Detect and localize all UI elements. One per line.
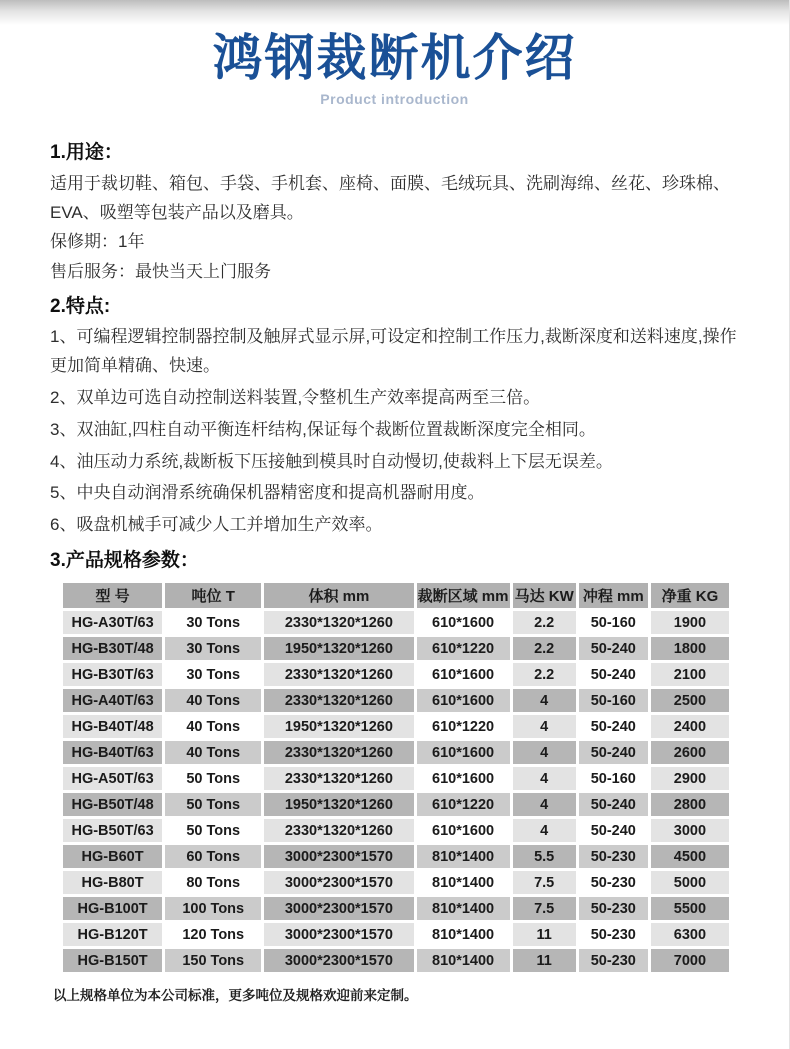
spec-cell: 30 Tons [165,637,261,660]
spec-cell: 40 Tons [165,741,261,764]
spec-cell: HG-B30T/63 [63,663,162,686]
spec-cell: 30 Tons [165,611,261,634]
spec-cell: 40 Tons [165,689,261,712]
feature-item: 4、油压动力系统,裁断板下压接触到模具时自动慢切,使裁料上下层无误差。 [50,451,613,471]
spec-cell: 4500 [651,845,729,868]
spec-cell: 3000*2300*1570 [264,845,413,868]
spec-cell: 3000*2300*1570 [264,923,413,946]
spec-cell: 11 [513,923,576,946]
spec-column-header: 净重 KG [651,583,729,608]
spec-cell: HG-A40T/63 [63,689,162,712]
spec-cell: 50-160 [579,611,648,634]
feature-item: 2、双单边可选自动控制送料装置,令整机生产效率提高两至三倍。 [50,387,541,407]
spec-cell: HG-A30T/63 [63,611,162,634]
spec-row [63,637,729,660]
feature-item: 1、可编程逻辑控制器控制及触屏式显示屏,可设定和控制工作压力,裁断深度和送料速度,操作更加简单精确、快速。 [50,326,737,375]
spec-cell: HG-B30T/48 [63,637,162,660]
spec-cell: 810*1400 [417,871,510,894]
spec-cell: 50-240 [579,819,648,842]
spec-row [63,845,729,868]
spec-cell: 50-240 [579,663,648,686]
spec-cell: 4 [513,741,576,764]
top-shadow-divider [0,0,789,25]
features-list [50,323,743,540]
spec-cell: 610*1600 [417,663,510,686]
spec-column-header: 冲程 mm [579,583,648,608]
spec-row [63,923,729,946]
spec-row [63,741,729,764]
spec-row [63,949,729,972]
feature-item: 6、吸盘机械手可减少人工并增加生产效率。 [50,515,383,535]
specs-table [60,580,732,975]
spec-cell: HG-B120T [63,923,162,946]
spec-cell: 3000*2300*1570 [264,949,413,972]
spec-cell: 610*1600 [417,767,510,790]
spec-cell: 2.2 [513,611,576,634]
spec-cell: 150 Tons [165,949,261,972]
spec-cell: 50-240 [579,793,648,816]
section-heading-specs: 3.产品规格参数： [50,550,199,572]
spec-cell: 2500 [651,689,729,712]
spec-cell: 7.5 [513,871,576,894]
spec-cell: HG-B100T [63,897,162,920]
spec-cell: 60 Tons [165,845,261,868]
page-subtitle: Product introduction [320,91,469,107]
spec-column-header: 体积 mm [264,583,413,608]
after-sales-text: 售后服务：最快当天上门服务 [50,261,271,281]
spec-cell: 4 [513,689,576,712]
spec-cell: HG-B40T/63 [63,741,162,764]
spec-cell: 2330*1320*1260 [264,689,413,712]
spec-cell: 50-160 [579,689,648,712]
spec-cell: 50-160 [579,767,648,790]
spec-cell: 50 Tons [165,793,261,816]
content-area [0,108,789,1004]
spec-cell: 810*1400 [417,949,510,972]
spec-cell: 7000 [651,949,729,972]
spec-cell: 1950*1320*1260 [264,637,413,660]
spec-cell: 1900 [651,611,729,634]
spec-cell: 50-240 [579,637,648,660]
feature-item: 3、双油缸,四柱自动平衡连杆结构,保证每个裁断位置裁断深度完全相同。 [50,419,596,439]
spec-table-body [63,611,729,972]
spec-cell: 810*1400 [417,845,510,868]
spec-cell: 6300 [651,923,729,946]
spec-header-row [63,583,729,608]
spec-cell: 1950*1320*1260 [264,715,413,738]
spec-cell: 50-230 [579,923,648,946]
spec-column-header: 型 号 [63,583,162,608]
warranty-text: 保修期：1年 [50,232,145,252]
spec-cell: 50-230 [579,845,648,868]
spec-cell: 50-230 [579,897,648,920]
spec-cell: 50-230 [579,871,648,894]
spec-cell: 4 [513,819,576,842]
spec-row [63,793,729,816]
spec-cell: 2.2 [513,663,576,686]
spec-cell: 2600 [651,741,729,764]
spec-cell: HG-B60T [63,845,162,868]
spec-cell: 7.5 [513,897,576,920]
spec-row [63,715,729,738]
spec-cell: 610*1600 [417,741,510,764]
spec-row [63,689,729,712]
spec-cell: 4 [513,793,576,816]
spec-cell: 2330*1320*1260 [264,767,413,790]
spec-cell: 610*1600 [417,611,510,634]
spec-cell: 5.5 [513,845,576,868]
spec-cell: 1800 [651,637,729,660]
spec-cell: 30 Tons [165,663,261,686]
spec-cell: 610*1600 [417,689,510,712]
feature-item: 5、中央自动润滑系统确保机器精密度和提高机器耐用度。 [50,483,485,503]
spec-cell: 50 Tons [165,819,261,842]
spec-cell: HG-B50T/48 [63,793,162,816]
spec-cell: 2100 [651,663,729,686]
spec-cell: 2900 [651,767,729,790]
usage-description: 适用于裁切鞋、箱包、手袋、手机套、座椅、面膜、毛绒玩具、洗刷海绵、丝花、珍珠棉、EVA、吸塑等包装产品以及磨具。 [50,174,730,223]
spec-cell: 120 Tons [165,923,261,946]
spec-cell: 810*1400 [417,897,510,920]
spec-row [63,663,729,686]
spec-cell: 2330*1320*1260 [264,819,413,842]
spec-cell: 100 Tons [165,897,261,920]
section-heading-features: 2.特点: [50,295,111,317]
spec-cell: 810*1400 [417,923,510,946]
spec-cell: 5000 [651,871,729,894]
spec-cell: 610*1220 [417,637,510,660]
spec-cell: 40 Tons [165,715,261,738]
spec-cell: 50-230 [579,949,648,972]
spec-cell: 2.2 [513,637,576,660]
spec-cell: 4 [513,715,576,738]
spec-cell: 2330*1320*1260 [264,663,413,686]
spec-row [63,871,729,894]
spec-cell: 2330*1320*1260 [264,611,413,634]
spec-cell: 3000*2300*1570 [264,871,413,894]
spec-cell: 2800 [651,793,729,816]
spec-column-header: 马达 KW [513,583,576,608]
spec-cell: 50 Tons [165,767,261,790]
spec-row [63,611,729,634]
spec-cell: HG-A50T/63 [63,767,162,790]
section-heading-usage: 1.用途： [50,142,123,163]
spec-cell: HG-B40T/48 [63,715,162,738]
spec-cell: 2400 [651,715,729,738]
spec-cell: 5500 [651,897,729,920]
spec-row [63,767,729,790]
spec-cell: 11 [513,949,576,972]
spec-cell: 1950*1320*1260 [264,793,413,816]
spec-cell: 610*1220 [417,793,510,816]
spec-note: 以上规格单位为本公司标准，更多吨位及规格欢迎前来定制。 [53,988,418,1004]
spec-column-header: 裁断区域 mm [417,583,510,608]
spec-cell: 610*1220 [417,715,510,738]
spec-cell: 3000 [651,819,729,842]
page-title: 鸿钢裁断机介绍 [212,30,577,86]
spec-row [63,819,729,842]
spec-cell: 4 [513,767,576,790]
spec-cell: 50-240 [579,715,648,738]
spec-column-header: 吨位 T [165,583,261,608]
spec-cell: 610*1600 [417,819,510,842]
spec-cell: 50-240 [579,741,648,764]
spec-cell: 3000*2300*1570 [264,897,413,920]
spec-cell: 2330*1320*1260 [264,741,413,764]
spec-cell: HG-B50T/63 [63,819,162,842]
spec-cell: HG-B150T [63,949,162,972]
spec-cell: HG-B80T [63,871,162,894]
spec-row [63,897,729,920]
spec-cell: 80 Tons [165,871,261,894]
